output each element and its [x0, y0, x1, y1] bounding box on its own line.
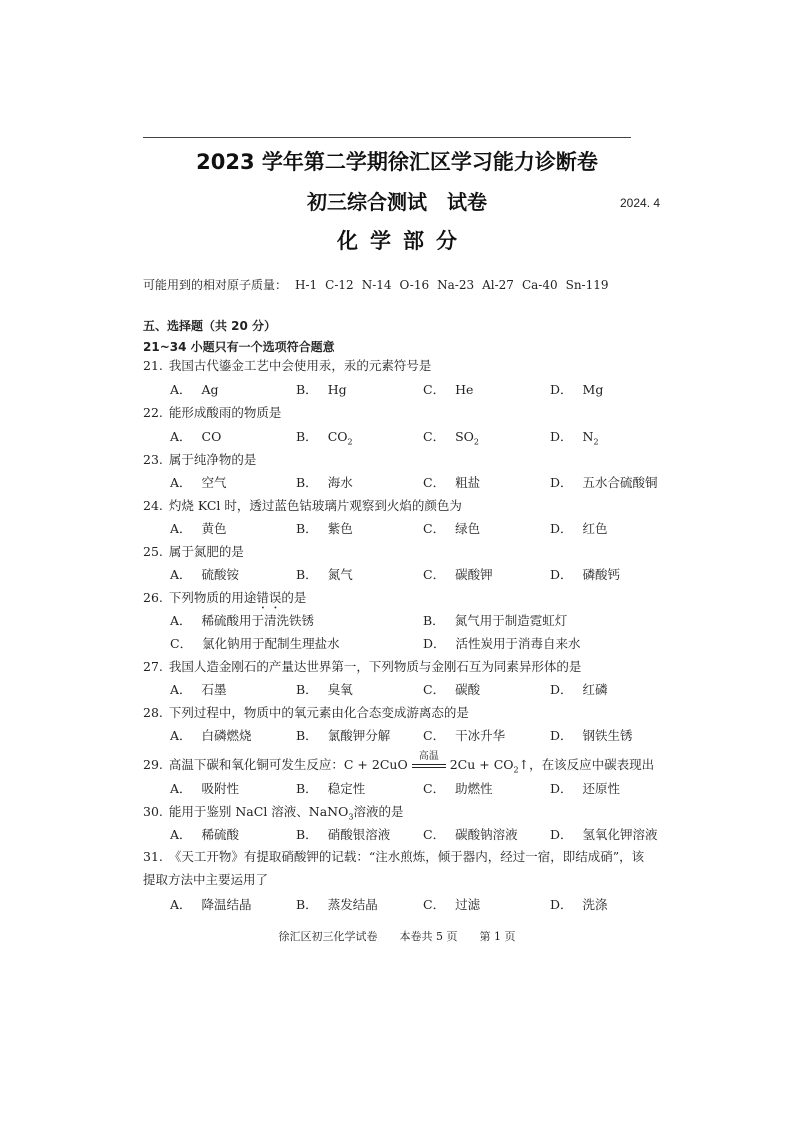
- option-text: 稀硫酸: [201, 827, 240, 842]
- question-number: 26.: [143, 590, 163, 605]
- option-d: [550, 779, 620, 797]
- option-b: [296, 519, 353, 537]
- option-a: [170, 427, 221, 445]
- question-stem: [143, 657, 581, 675]
- atomic-mass-item: Ca-40: [521, 278, 558, 292]
- question-text: 下列过程中，物质中的氧元素由化合态变成游离态的是: [168, 705, 469, 720]
- question-number: 21.: [143, 358, 163, 373]
- question-text: 下列物质的用途: [168, 590, 257, 605]
- question-text: 灼烧 KCl 时，透过蓝色钴玻璃片观察到火焰的颜色为: [168, 498, 462, 513]
- option-letter: A．: [170, 897, 192, 912]
- subscript: 2: [513, 765, 519, 775]
- exam-subtitle: 初三综合测试 试卷: [307, 190, 487, 214]
- atomic-mass-item: O-16: [399, 278, 430, 292]
- option-letter: D．: [550, 682, 573, 697]
- option-b: [296, 473, 353, 491]
- option-c: [423, 825, 518, 843]
- option-d: [550, 380, 603, 398]
- option-letter: A．: [170, 781, 192, 796]
- question-number: 28.: [143, 705, 163, 720]
- option-letter: A．: [170, 382, 192, 397]
- option-letter: B．: [296, 682, 318, 697]
- option-text: 红色: [582, 521, 608, 536]
- atomic-mass-item: H-1: [295, 278, 318, 292]
- option-b: [423, 611, 567, 629]
- atomic-mass-item: Sn-119: [565, 278, 609, 292]
- option-b: [296, 779, 365, 797]
- option-a: [170, 825, 239, 843]
- option-letter: D．: [550, 897, 573, 912]
- option-text: 氮气: [327, 567, 353, 582]
- question-text-end: ↑，在该反应中碳表现出: [518, 757, 655, 772]
- option-letter: D．: [550, 382, 573, 397]
- option-letter: B．: [296, 728, 318, 743]
- option-letter: C．: [423, 382, 446, 397]
- option-text: 稳定性: [327, 781, 366, 796]
- option-letter: A．: [170, 475, 192, 490]
- option-text: 降温结晶: [201, 897, 252, 912]
- option-text: 硝酸银溶液: [327, 827, 391, 842]
- option-c: [423, 427, 479, 447]
- option-c: [423, 779, 493, 797]
- option-text: SO: [455, 429, 474, 444]
- part-instruction: 21~34 小题只有一个选项符合题意: [143, 340, 335, 354]
- option-text: Ag: [201, 382, 219, 397]
- option-letter: C．: [423, 897, 446, 912]
- option-text: 石墨: [201, 682, 227, 697]
- option-b: [296, 726, 390, 744]
- option-letter: B．: [296, 521, 318, 536]
- question-number: 27.: [143, 659, 163, 674]
- option-a: [170, 519, 227, 537]
- option-a: [170, 565, 239, 583]
- question-text: 能形成酸雨的物质是: [168, 405, 282, 420]
- option-c: [423, 895, 480, 913]
- option-b: [296, 427, 353, 447]
- option-a: [170, 473, 227, 491]
- question-stem: [143, 802, 403, 822]
- option-text: 过滤: [455, 897, 481, 912]
- question-text-end: 的是: [281, 590, 307, 605]
- option-c: [170, 634, 340, 652]
- option-text: 红磷: [582, 682, 608, 697]
- option-text: 氯化钠用于配制生理盐水: [202, 636, 340, 651]
- option-d: [423, 634, 581, 652]
- option-letter: C．: [423, 567, 446, 582]
- option-a: [170, 726, 252, 744]
- option-letter: C．: [423, 475, 446, 490]
- question-text: 《天工开物》有提取硝酸钾的记载：“注水煎炼，倾于器内，经过一宿，即结成硝”，该提取方法中主要运用了: [143, 849, 645, 887]
- option-text: 助燃性: [455, 781, 493, 796]
- option-letter: D．: [550, 728, 573, 743]
- option-letter: D．: [550, 781, 573, 796]
- question-number: 25.: [143, 544, 163, 559]
- option-text: 干冰升华: [455, 728, 506, 743]
- option-text: 吸附性: [201, 781, 240, 796]
- option-text: 硫酸铵: [201, 567, 240, 582]
- option-letter: A．: [170, 521, 192, 536]
- option-text: 蒸发结晶: [327, 897, 378, 912]
- atomic-mass-item: N-14: [361, 278, 392, 292]
- question-stem: [143, 588, 306, 612]
- subscript: 3: [348, 812, 354, 822]
- option-text: 碳酸钾: [455, 567, 493, 582]
- question-number: 22.: [143, 405, 163, 420]
- option-letter: C．: [170, 636, 193, 651]
- option-letter: A．: [170, 682, 192, 697]
- option-a: [170, 680, 227, 698]
- question-stem: [143, 496, 462, 514]
- question-stem: [143, 403, 281, 421]
- reaction-products: 2Cu + CO: [449, 757, 514, 772]
- option-b: [296, 380, 347, 398]
- option-c: [423, 380, 473, 398]
- option-letter: C．: [423, 682, 446, 697]
- question-number: 31.: [143, 849, 163, 864]
- section-title: 化学部分: [337, 229, 469, 253]
- option-a: [170, 611, 314, 629]
- option-d: [550, 519, 608, 537]
- question-stem: [143, 845, 653, 891]
- option-c: [423, 680, 480, 698]
- question-text: 属于氮肥的是: [168, 544, 244, 559]
- option-text: 氮气用于制造霓虹灯: [454, 613, 568, 628]
- question-number: 23.: [143, 452, 163, 467]
- option-text: 钢铁生锈: [582, 728, 633, 743]
- option-letter: C．: [423, 781, 446, 796]
- option-text: He: [455, 382, 474, 397]
- option-letter: B．: [296, 429, 318, 444]
- question-number: 29.: [143, 757, 163, 772]
- option-letter: B．: [296, 475, 318, 490]
- option-letter: A．: [170, 728, 192, 743]
- option-letter: B．: [296, 781, 318, 796]
- option-text: 黄色: [201, 521, 227, 536]
- question-text: 我国古代鎏金工艺中会使用汞，汞的元素符号是: [168, 358, 432, 373]
- question-stem: [143, 703, 469, 721]
- question-number: 24.: [143, 498, 163, 513]
- option-d: [550, 565, 620, 583]
- subscript: 2: [593, 437, 599, 447]
- option-c: [423, 565, 493, 583]
- option-letter: A．: [170, 827, 192, 842]
- question-number: 30.: [143, 804, 163, 819]
- subscript: 2: [473, 437, 479, 447]
- option-text: N: [582, 429, 594, 444]
- option-text: 氢氧化钾溶液: [582, 827, 658, 842]
- option-letter: A．: [170, 429, 192, 444]
- option-b: [296, 680, 353, 698]
- option-c: [423, 726, 505, 744]
- option-text: CO: [327, 429, 348, 444]
- question-text: 能用于鉴别 NaCl 溶液、NaNO: [168, 804, 349, 819]
- option-text: 活性炭用于消毒自来水: [455, 636, 581, 651]
- atomic-mass-item: Na-23: [437, 278, 475, 292]
- atomic-masses-label: 可能用到的相对原子质量：: [143, 278, 288, 292]
- part-heading: 五、选择题（共 20 分）: [143, 319, 277, 333]
- option-letter: D．: [550, 429, 573, 444]
- option-text: 海水: [327, 475, 353, 490]
- atomic-mass-item: C-12: [325, 278, 354, 292]
- option-d: [550, 825, 658, 843]
- question-text: 属于纯净物的是: [168, 452, 257, 467]
- option-letter: D．: [550, 567, 573, 582]
- option-text: 粗盐: [455, 475, 481, 490]
- option-letter: C．: [423, 827, 446, 842]
- option-a: [170, 380, 219, 398]
- option-b: [296, 825, 390, 843]
- option-text: 空气: [201, 475, 227, 490]
- option-text: 氯酸钾分解: [327, 728, 391, 743]
- option-text: 洗涤: [582, 897, 608, 912]
- option-letter: C．: [423, 728, 446, 743]
- option-b: [296, 895, 378, 913]
- option-letter: B．: [423, 613, 445, 628]
- subscript: 2: [347, 437, 353, 447]
- option-letter: B．: [296, 567, 318, 582]
- option-text: 磷酸钙: [582, 567, 621, 582]
- option-d: [550, 427, 599, 447]
- option-text: 臭氧: [327, 682, 353, 697]
- option-text: 还原性: [582, 781, 621, 796]
- option-text: 碳酸钠溶液: [455, 827, 518, 842]
- option-text: 绿色: [455, 521, 481, 536]
- exam-date: 2024. 4: [620, 196, 661, 210]
- option-b: [296, 565, 353, 583]
- option-letter: D．: [423, 636, 446, 651]
- option-text: Hg: [327, 382, 347, 397]
- option-letter: B．: [296, 827, 318, 842]
- option-text: CO: [201, 429, 222, 444]
- option-letter: C．: [423, 429, 446, 444]
- option-text: 五水合硫酸铜: [582, 475, 658, 490]
- option-d: [550, 895, 608, 913]
- option-letter: B．: [296, 897, 318, 912]
- reaction-arrow: [412, 750, 446, 771]
- reaction-condition: 高温: [418, 750, 439, 762]
- option-text: 碳酸: [455, 682, 481, 697]
- option-text: 稀硫酸用于清洗铁锈: [201, 613, 315, 628]
- option-a: [170, 779, 239, 797]
- option-letter: A．: [170, 567, 192, 582]
- option-d: [550, 680, 608, 698]
- option-letter: B．: [296, 382, 318, 397]
- emphasized-text: 错误: [256, 590, 282, 605]
- option-text: Mg: [582, 382, 604, 397]
- option-c: [423, 519, 480, 537]
- option-text: 紫色: [327, 521, 353, 536]
- page-footer: 徐汇区初三化学试卷 本卷共 5 页 第 1 页: [278, 930, 516, 943]
- option-a: [170, 895, 252, 913]
- option-d: [550, 726, 633, 744]
- option-letter: A．: [170, 613, 192, 628]
- atomic-mass-item: Al-27: [482, 278, 514, 292]
- question-stem: [143, 356, 431, 374]
- option-c: [423, 473, 480, 491]
- exam-title: 2023 学年第二学期徐汇区学习能力诊断卷: [196, 150, 598, 174]
- question-stem: [143, 450, 256, 468]
- question-text-end: 溶液的是: [353, 804, 404, 819]
- option-text: 白磷燃烧: [201, 728, 252, 743]
- option-letter: C．: [423, 521, 446, 536]
- option-d: [550, 473, 658, 491]
- question-text: 高温下碳和氧化铜可发生反应：C + 2CuO: [168, 757, 408, 772]
- option-letter: D．: [550, 827, 573, 842]
- question-stem: [143, 542, 244, 560]
- question-text: 我国人造金刚石的产量达世界第一，下列物质与金刚石互为同素异形体的是: [168, 659, 582, 674]
- option-letter: D．: [550, 521, 573, 536]
- option-letter: D．: [550, 475, 573, 490]
- question-stem: [143, 750, 655, 775]
